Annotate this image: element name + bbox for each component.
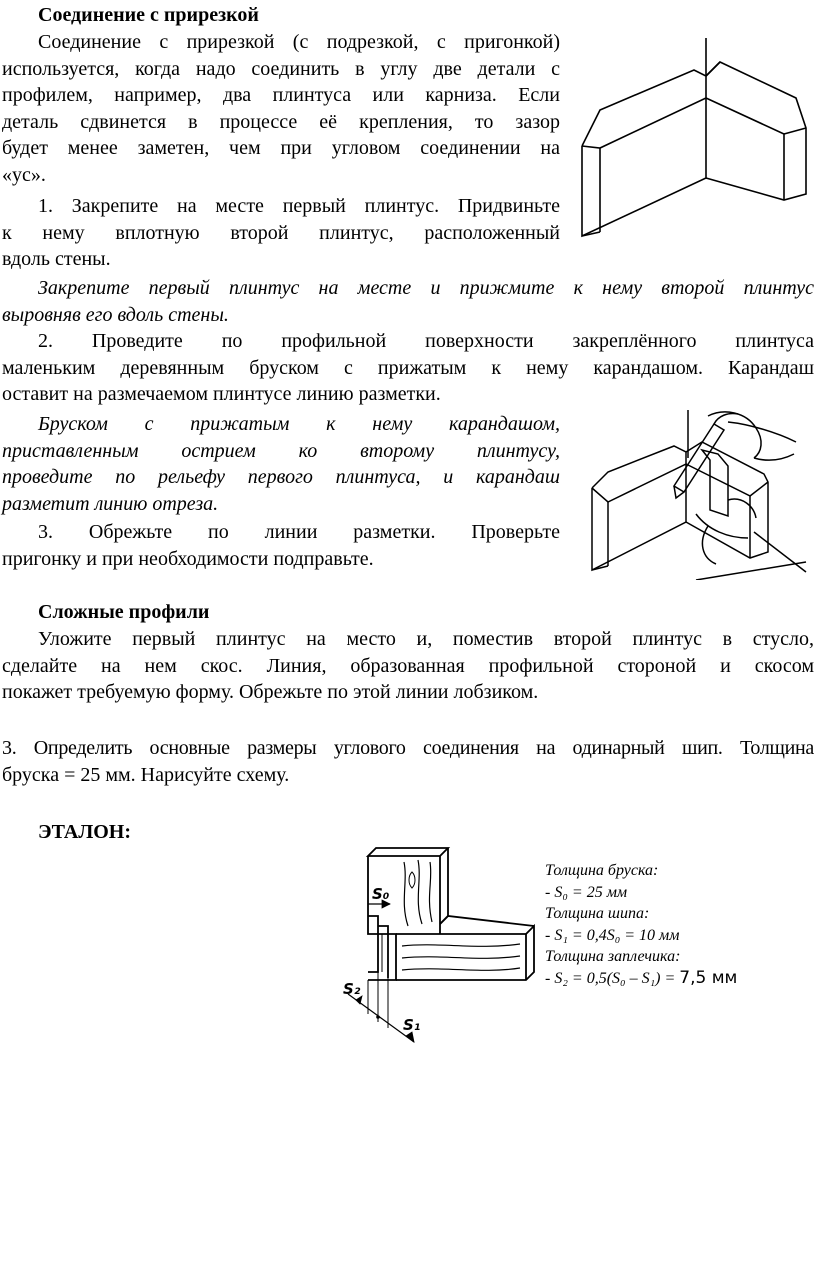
- caption1-paragraph: [2, 275, 814, 328]
- text-line: пригонку и при необходимости подправьте.: [2, 547, 374, 570]
- etalon-notes: [545, 860, 737, 989]
- text-line: Уложите первый плинтус на место и, поместив второй плинтус в стусло,: [38, 628, 814, 650]
- text-line: Соединение с прирезкой (с подрезкой, с пригонкой): [38, 31, 560, 53]
- text-line: сделайте на нем скос. Линия, образованная профильной стороной и скосом: [2, 654, 814, 677]
- text-line: «ус».: [2, 163, 46, 186]
- text-line: разметит линию отреза.: [2, 492, 219, 515]
- etalon-title: ЭТАЛОН:: [38, 821, 132, 843]
- text-line: будет менее заметен, чем при угловом соединении на: [2, 137, 560, 159]
- shoulder-thickness-row: [545, 968, 737, 990]
- complex-profiles-paragraph: [2, 626, 814, 706]
- s0-label: S₀: [372, 885, 390, 903]
- text-line: деталь сдвинется в процессе её крепления, то зазор: [2, 110, 560, 133]
- tenon-joint-figure: [338, 846, 538, 1046]
- text-line: оставит на размечаемом плинтусе линию разметки.: [2, 383, 441, 405]
- intro-paragraph: [2, 29, 560, 188]
- pencil-marking-figure: [578, 402, 808, 580]
- shoulder-thickness-label: Толщина заплечика:: [545, 948, 681, 965]
- text-line: маленьким деревянным бруском с прижатым к нему карандашом. Карандаш: [2, 356, 814, 379]
- baseboard-corner-figure: [578, 36, 810, 248]
- text-line: выровняв его вдоль стены.: [2, 303, 229, 326]
- text-line: 3. Определить основные размеры углового соединения на одинарный шип. Толщина: [2, 737, 814, 759]
- bar-thickness-value: - S₀ = 25 мм: [545, 883, 628, 901]
- tenon-thickness-value: - S₁ = 0,4S₀ = 10 мм: [545, 926, 680, 944]
- text-line: Закрепите первый плинтус на месте и прижмите к нему второй плинтус: [38, 277, 814, 299]
- bar-thickness-label: Толщина бруска:: [545, 862, 659, 879]
- text-line: к нему вплотную второй плинтус, расположенный: [2, 221, 560, 244]
- s1-label: S₁: [403, 1016, 421, 1034]
- text-line: 1. Закрепите на месте первый плинтус. Придвиньте: [38, 195, 560, 217]
- tenon-thickness-label: Толщина шипа:: [545, 905, 650, 922]
- text-line: бруска = 25 мм. Нарисуйте схему.: [2, 763, 290, 786]
- step2-paragraph: [2, 328, 814, 408]
- task-paragraph: [2, 735, 814, 788]
- text-line: проведите по рельефу первого плинтуса, и карандаш: [2, 466, 560, 488]
- text-line: профилем, например, два плинтуса или карниза. Если: [2, 84, 560, 106]
- text-line: покажет требуемую форму. Обрежьте по этой линии лобзиком.: [2, 681, 539, 703]
- section-title-joint: Соединение с прирезкой: [38, 4, 259, 26]
- caption2-paragraph: [2, 411, 560, 517]
- shoulder-thickness-result: 7,5 мм: [679, 967, 738, 988]
- text-line: вдоль стены.: [2, 248, 111, 270]
- text-line: 3. Обрежьте по линии разметки. Проверьте: [38, 521, 560, 543]
- text-line: используется, когда надо соединить в углу две детали с: [2, 57, 560, 80]
- s2-label: S₂: [343, 980, 361, 998]
- step1-paragraph: [2, 193, 560, 273]
- text-line: Бруском с прижатым к нему карандашом,: [38, 413, 560, 435]
- shoulder-thickness-formula: - S₂ = 0,5(S₀ – S₁) =: [545, 969, 676, 987]
- section-title-complex-profiles: Сложные профили: [38, 601, 210, 623]
- text-line: 2. Проведите по профильной поверхности закреплённого плинтуса: [38, 330, 814, 352]
- step3-paragraph: [2, 519, 560, 572]
- text-line: приставленным острием ко второму плинтусу,: [2, 439, 560, 462]
